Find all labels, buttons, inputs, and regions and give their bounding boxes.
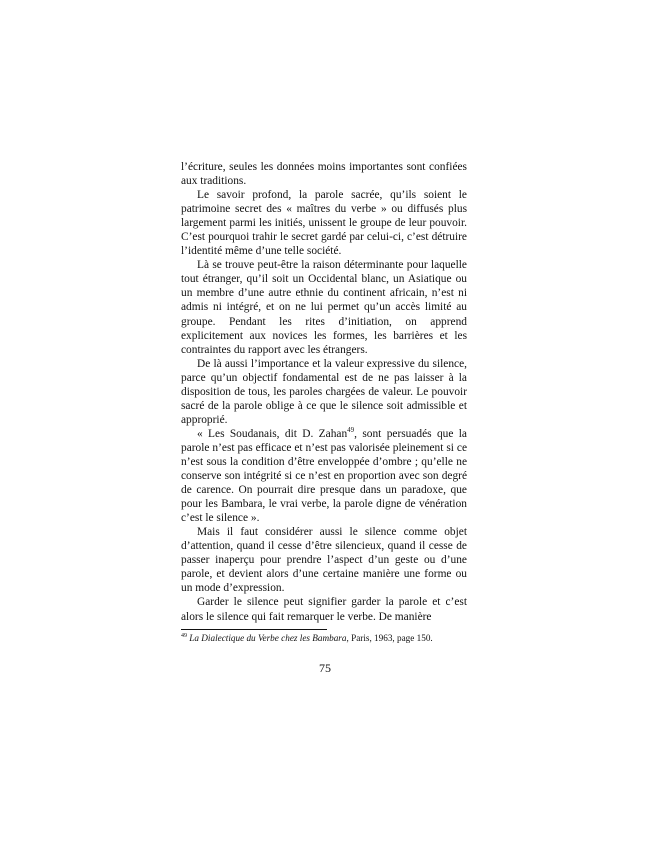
quote-text-end: , sont persuadés que la parole n’est pas efficace et n’est pas valorisée pleinement si ce n’est sous la condition d’être enveloppée d’ombre ; qu’elle ne conserve son intégrité si ce n’est en proportion avec son degré de carence. On pourrait dire presque dans un paradoxe, que pour les Bambara, le vrai verbe, la parole digne de vénération c’est le silence ». xyxy=(181,427,467,525)
footnote-reference[interactable]: 49 xyxy=(347,425,355,434)
footnote-number: 49 xyxy=(181,633,187,639)
paragraph: Le savoir profond, la parole sacrée, qu’ils soient le patrimoine secret des « maîtres du verbe » ou diffusés plus largement parmi les initiés, unissent le groupe de leur pouvoir. C’est pourquoi trahir le secret gardé par celui-ci, c’est détruire l’identité même d’une telle société. xyxy=(181,189,467,258)
paragraph: Là se trouve peut-être la raison déterminante pour laquelle tout étranger, qu’il soit un Occidental blanc, un Asiatique ou un membre d’une autre ethnie du continent africain, n’est ni admis ni intégré, et on ne lui permet qu’un accès limité au groupe. Pendant les rites d’initiation, on apprend explicitement aux novices les formes, les barrières et les contraintes du rapport avec les étrangers. xyxy=(181,259,467,356)
footnote-details: , Paris, 1963, page 150. xyxy=(346,633,433,643)
page-number: 75 xyxy=(319,661,331,675)
quote-paragraph xyxy=(181,427,467,525)
footnote-book-title: La Dialectique du Verbe chez les Bambara xyxy=(189,633,347,643)
paragraph: Garder le silence peut signifier garder la parole et c’est alors le silence qui fait remarquer le verbe. De manière xyxy=(181,596,467,623)
quote-text-start: « Les Soudanais, dit D. Zahan xyxy=(197,427,348,440)
paragraph: l’écriture, seules les données moins importantes sont confiées aux traditions. xyxy=(181,161,467,188)
footnote xyxy=(181,632,471,644)
paragraph: De là aussi l’importance et la valeur expressive du silence, parce qu’un objectif fondamental est de ne pas laisser à la disposition de tous, les paroles chargées de valeur. Le pouvoir sacré de la parole oblige à ce que le silence soit admissible et approprié. xyxy=(181,357,467,426)
footnote-separator xyxy=(181,629,327,630)
body-text xyxy=(181,160,467,624)
paragraph: Mais il faut considérer aussi le silence comme objet d’attention, quand il cesse d’être silencieux, quand il cesse de passer inaperçu pour prendre l’aspect d’un geste ou d’une parole, et devient alors d’une certaine manière une forme ou un mode d’expression. xyxy=(181,526,467,595)
